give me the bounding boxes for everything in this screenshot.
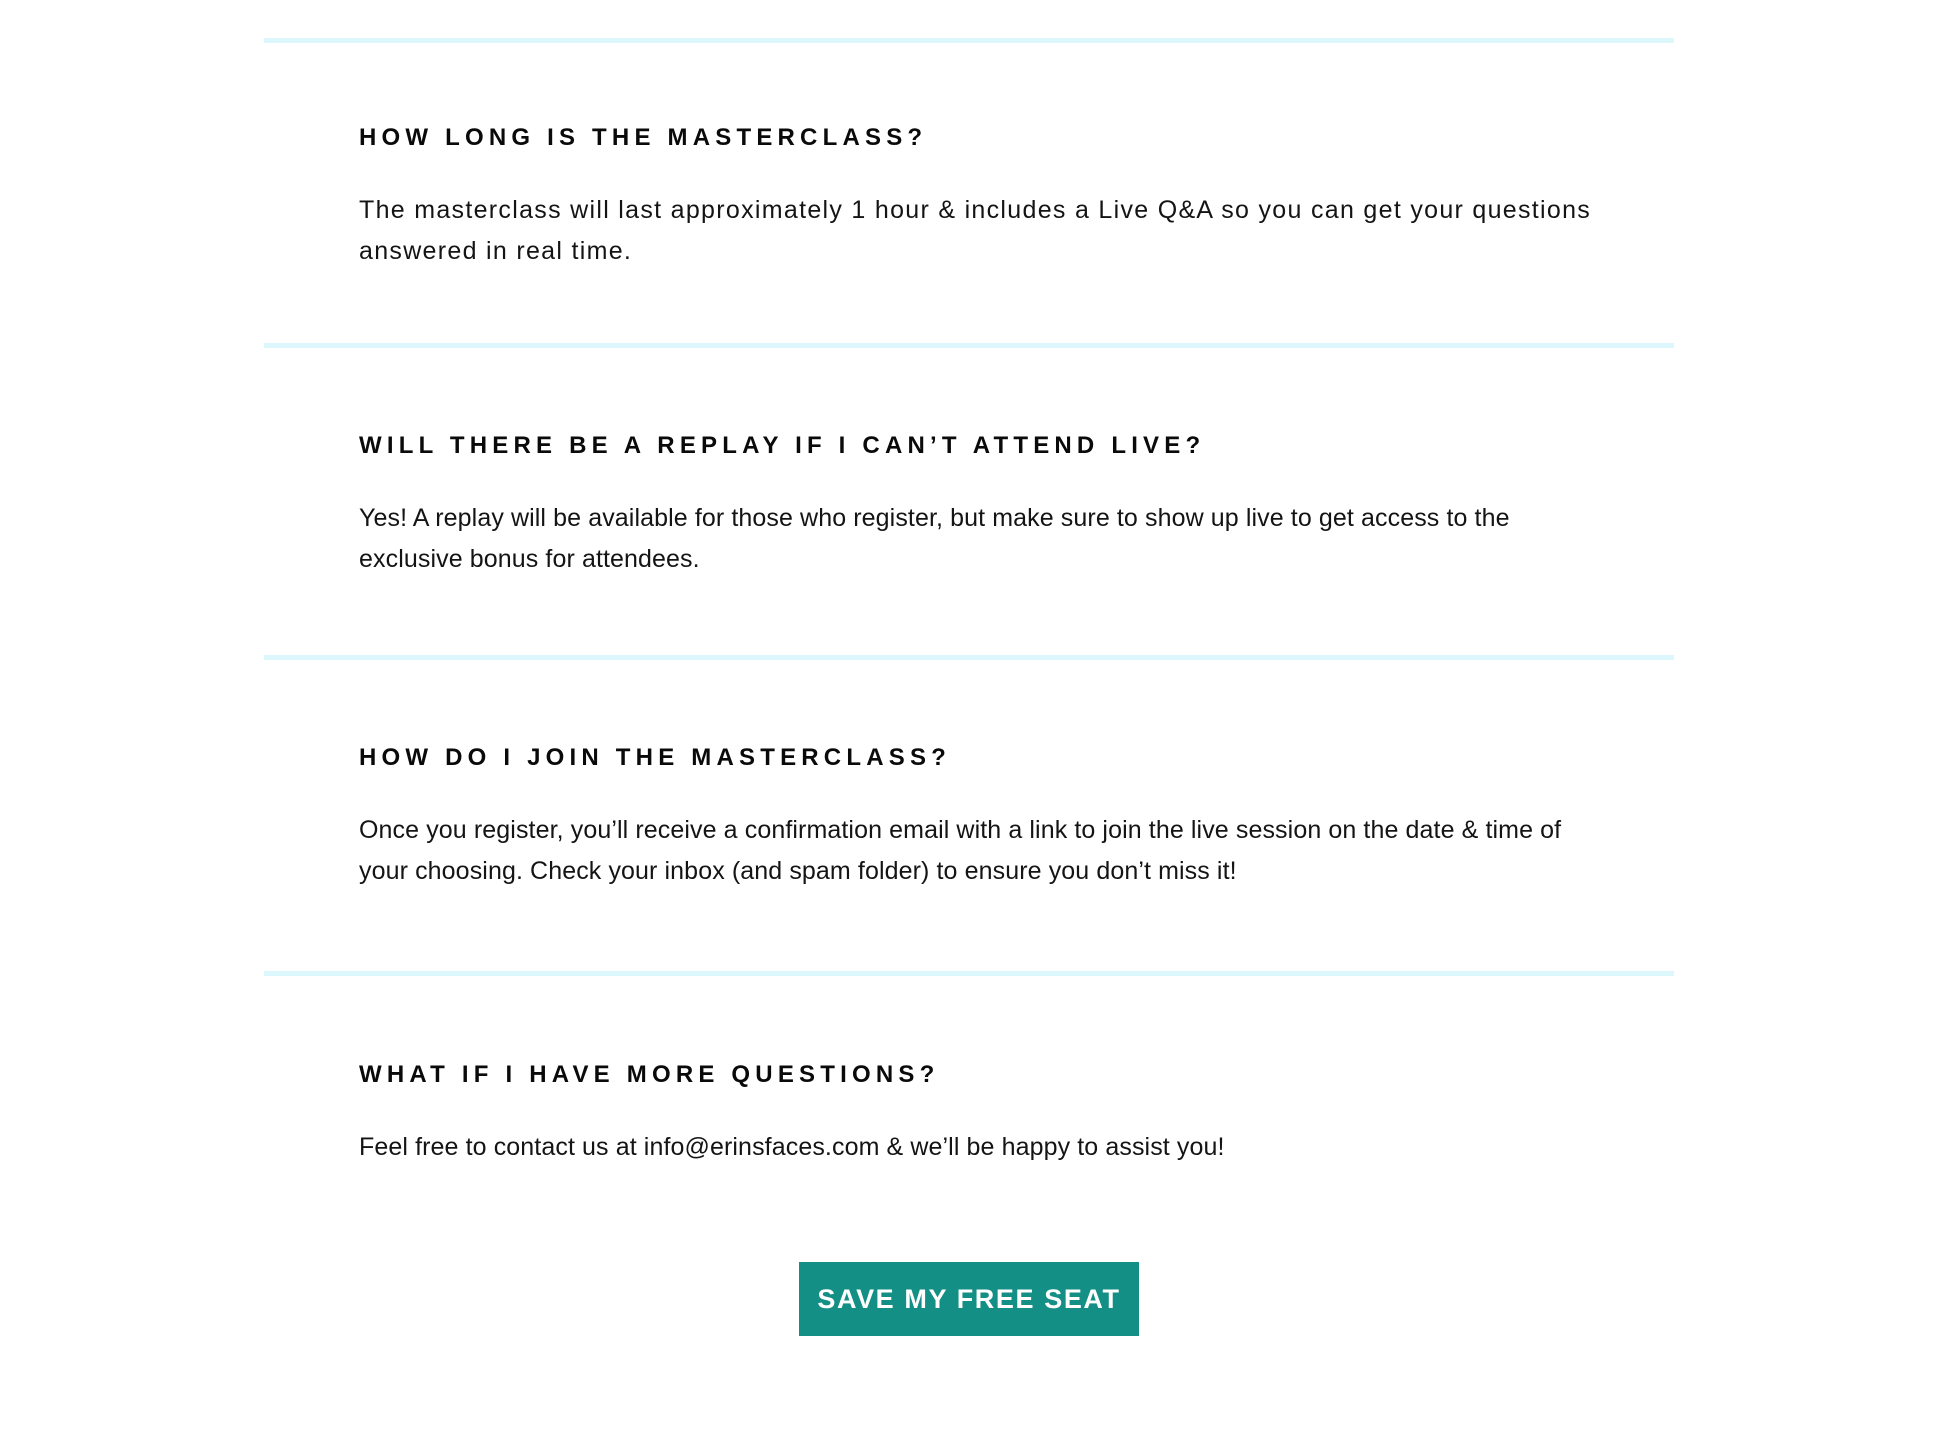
divider	[264, 38, 1674, 43]
faq-item-duration	[359, 124, 1599, 272]
faq-answer: Yes! A replay will be available for those who register, but make sure to show up live to get access to the exclusive bonus for attendees.	[359, 504, 1510, 573]
faq-item-more-questions	[359, 1061, 1599, 1168]
faq-item-join	[359, 744, 1599, 892]
faq-question: WILL THERE BE A REPLAY IF I CAN’T ATTEND LIVE?	[359, 432, 1206, 459]
divider	[264, 343, 1674, 348]
faq-question: WHAT IF I HAVE MORE QUESTIONS?	[359, 1061, 940, 1088]
faq-question: HOW LONG IS THE MASTERCLASS?	[359, 124, 928, 151]
faq-question: HOW DO I JOIN THE MASTERCLASS?	[359, 744, 952, 771]
faq-answer: The masterclass will last approximately 1 hour & includes a Live Q&A so you can get your questions answered in real time.	[359, 196, 1592, 265]
save-my-free-seat-button[interactable]: SAVE MY FREE SEAT	[799, 1262, 1139, 1336]
divider	[264, 971, 1674, 976]
divider	[264, 655, 1674, 660]
faq-answer: Once you register, you’ll receive a confirmation email with a link to join the live session on the date & time of your choosing. Check your inbox (and spam folder) to ensure you don’t miss it!	[359, 816, 1562, 885]
faq-answer: Feel free to contact us at info@erinsfaces.com & we’ll be happy to assist you!	[359, 1133, 1225, 1161]
faq-item-replay	[359, 432, 1599, 580]
